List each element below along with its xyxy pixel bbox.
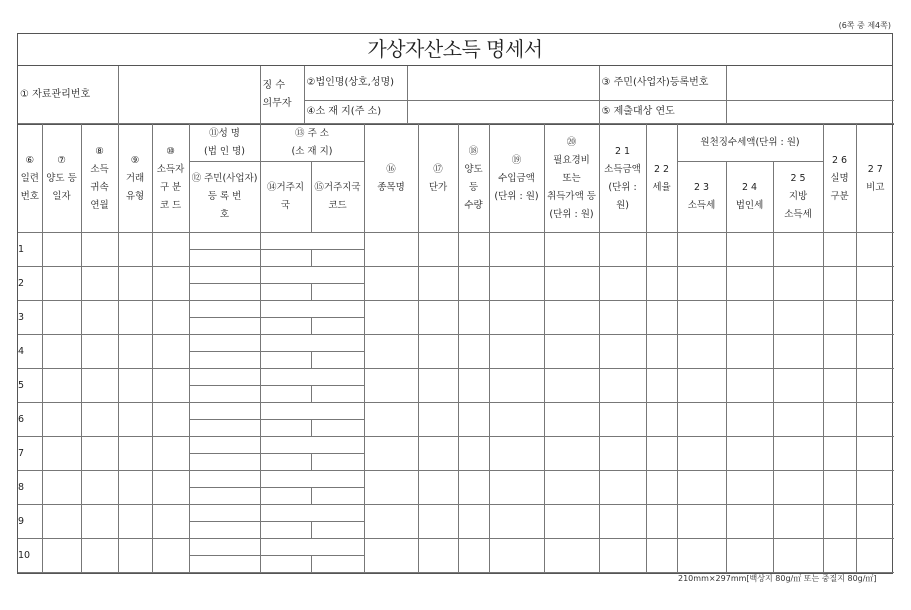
income-tax-cell[interactable] bbox=[677, 267, 726, 301]
income-period-cell[interactable] bbox=[81, 471, 118, 505]
corp-tax-cell[interactable] bbox=[726, 369, 773, 403]
reg-no-cell[interactable] bbox=[189, 420, 260, 437]
residence-country-cell[interactable] bbox=[260, 522, 311, 539]
address-cell[interactable] bbox=[260, 335, 364, 352]
header-residence-country: ⑭거주지국 bbox=[260, 162, 311, 233]
residence-country-cell[interactable] bbox=[260, 250, 311, 267]
corp-tax-cell[interactable] bbox=[726, 233, 773, 267]
income-amount-cell[interactable] bbox=[599, 301, 646, 335]
expenses-cell[interactable] bbox=[544, 233, 599, 267]
item-name-cell[interactable] bbox=[364, 403, 418, 437]
residence-code-cell[interactable] bbox=[311, 556, 364, 573]
address-cell[interactable] bbox=[260, 471, 364, 488]
income-period-cell[interactable] bbox=[81, 335, 118, 369]
name-cell[interactable] bbox=[189, 233, 260, 250]
transfer-date-cell[interactable] bbox=[42, 233, 81, 267]
income-period-cell[interactable] bbox=[81, 369, 118, 403]
earner-code-cell[interactable] bbox=[152, 403, 189, 437]
name-cell[interactable] bbox=[189, 267, 260, 284]
residence-country-cell[interactable] bbox=[260, 352, 311, 369]
tax-rate-cell[interactable] bbox=[646, 267, 677, 301]
item-name-cell[interactable] bbox=[364, 233, 418, 267]
real-name-cell[interactable] bbox=[823, 505, 856, 539]
quantity-cell[interactable] bbox=[458, 403, 489, 437]
income-amount-cell[interactable] bbox=[599, 471, 646, 505]
withholder-info-table bbox=[18, 66, 894, 124]
earner-code-cell[interactable] bbox=[152, 233, 189, 267]
item-name-cell[interactable] bbox=[364, 369, 418, 403]
expenses-cell[interactable] bbox=[544, 369, 599, 403]
real-name-cell[interactable] bbox=[823, 369, 856, 403]
header-tax-rate: 2 2 세율 bbox=[646, 125, 677, 233]
corp-tax-cell[interactable] bbox=[726, 301, 773, 335]
earner-code-cell[interactable] bbox=[152, 335, 189, 369]
serial-no: 7 bbox=[18, 437, 42, 471]
page-indicator: (6쪽 중 제4쪽) bbox=[838, 21, 891, 30]
tax-rate-cell[interactable] bbox=[646, 335, 677, 369]
transfer-date-cell[interactable] bbox=[42, 471, 81, 505]
transfer-date-cell[interactable] bbox=[42, 437, 81, 471]
table-row bbox=[18, 335, 894, 352]
revenue-cell[interactable] bbox=[489, 233, 544, 267]
quantity-cell[interactable] bbox=[458, 267, 489, 301]
transfer-date-cell[interactable] bbox=[42, 505, 81, 539]
reg-no-cell[interactable] bbox=[189, 250, 260, 267]
income-tax-cell[interactable] bbox=[677, 233, 726, 267]
address-cell[interactable] bbox=[260, 403, 364, 420]
local-tax-cell[interactable] bbox=[773, 539, 823, 573]
local-tax-cell[interactable] bbox=[773, 369, 823, 403]
income-period-cell[interactable] bbox=[81, 301, 118, 335]
local-tax-cell[interactable] bbox=[773, 471, 823, 505]
corp-name-label: ②법인명(상호,성명) bbox=[304, 66, 407, 101]
residence-code-cell[interactable] bbox=[311, 420, 364, 437]
name-cell[interactable] bbox=[189, 437, 260, 454]
remarks-cell[interactable] bbox=[856, 471, 894, 505]
header-income-amount: 2 1 소득금액 (단위 : 원) bbox=[599, 125, 646, 233]
tax-rate-cell[interactable] bbox=[646, 233, 677, 267]
tax-rate-cell[interactable] bbox=[646, 505, 677, 539]
table-row bbox=[18, 403, 894, 420]
real-name-cell[interactable] bbox=[823, 539, 856, 573]
unit-price-cell[interactable] bbox=[418, 403, 458, 437]
header-trade-type: ⑨ 거래 유형 bbox=[118, 125, 152, 233]
revenue-cell[interactable] bbox=[489, 505, 544, 539]
corp-tax-cell[interactable] bbox=[726, 403, 773, 437]
trade-type-cell[interactable] bbox=[118, 301, 152, 335]
transfer-date-cell[interactable] bbox=[42, 403, 81, 437]
header-real-name: 2 6 실명 구분 bbox=[823, 125, 856, 233]
unit-price-cell[interactable] bbox=[418, 335, 458, 369]
income-tax-cell[interactable] bbox=[677, 335, 726, 369]
income-period-cell[interactable] bbox=[81, 505, 118, 539]
year-label: ⑤ 제출대상 연도 bbox=[599, 101, 726, 124]
expenses-cell[interactable] bbox=[544, 471, 599, 505]
local-tax-cell[interactable] bbox=[773, 437, 823, 471]
unit-price-cell[interactable] bbox=[418, 471, 458, 505]
quantity-cell[interactable] bbox=[458, 335, 489, 369]
expenses-cell[interactable] bbox=[544, 505, 599, 539]
unit-price-cell[interactable] bbox=[418, 369, 458, 403]
local-tax-cell[interactable] bbox=[773, 335, 823, 369]
table-row bbox=[18, 267, 894, 284]
table-row bbox=[18, 369, 894, 386]
quantity-cell[interactable] bbox=[458, 505, 489, 539]
income-tax-cell[interactable] bbox=[677, 403, 726, 437]
income-amount-cell[interactable] bbox=[599, 437, 646, 471]
residence-country-cell[interactable] bbox=[260, 454, 311, 471]
serial-no: 5 bbox=[18, 369, 42, 403]
income-tax-cell[interactable] bbox=[677, 301, 726, 335]
real-name-cell[interactable] bbox=[823, 233, 856, 267]
serial-no: 1 bbox=[18, 233, 42, 267]
table-row bbox=[18, 233, 894, 250]
address-cell[interactable] bbox=[260, 369, 364, 386]
page-title: 가상자산소득 명세서 bbox=[18, 34, 892, 66]
revenue-cell[interactable] bbox=[489, 267, 544, 301]
withholder-label: 징 수 의무자 bbox=[260, 66, 304, 124]
serial-no: 10 bbox=[18, 539, 42, 573]
name-cell[interactable] bbox=[189, 335, 260, 352]
reg-no-cell[interactable] bbox=[189, 556, 260, 573]
income-amount-cell[interactable] bbox=[599, 233, 646, 267]
header-remarks: 2 7 비고 bbox=[856, 125, 894, 233]
expenses-cell[interactable] bbox=[544, 335, 599, 369]
item-name-cell[interactable] bbox=[364, 437, 418, 471]
income-period-cell[interactable] bbox=[81, 267, 118, 301]
header-address: ⑬ 주 소 (소 재 지) bbox=[260, 125, 364, 162]
residence-country-cell[interactable] bbox=[260, 488, 311, 505]
header-income-period: ⑧ 소득 귀속 연월 bbox=[81, 125, 118, 233]
name-cell[interactable] bbox=[189, 403, 260, 420]
remarks-cell[interactable] bbox=[856, 369, 894, 403]
address-cell[interactable] bbox=[260, 437, 364, 454]
unit-price-cell[interactable] bbox=[418, 267, 458, 301]
unit-price-cell[interactable] bbox=[418, 505, 458, 539]
table-row bbox=[18, 505, 894, 522]
name-cell[interactable] bbox=[189, 301, 260, 318]
corp-tax-cell[interactable] bbox=[726, 335, 773, 369]
remarks-cell[interactable] bbox=[856, 233, 894, 267]
name-cell[interactable] bbox=[189, 539, 260, 556]
transfer-date-cell[interactable] bbox=[42, 267, 81, 301]
item-name-cell[interactable] bbox=[364, 335, 418, 369]
income-amount-cell[interactable] bbox=[599, 539, 646, 573]
residence-country-cell[interactable] bbox=[260, 420, 311, 437]
transfer-date-cell[interactable] bbox=[42, 301, 81, 335]
corp-tax-cell[interactable] bbox=[726, 437, 773, 471]
serial-no: 4 bbox=[18, 335, 42, 369]
residence-code-cell[interactable] bbox=[311, 386, 364, 403]
corp-tax-cell[interactable] bbox=[726, 505, 773, 539]
residence-country-cell[interactable] bbox=[260, 386, 311, 403]
reg-no-cell[interactable] bbox=[189, 318, 260, 335]
name-cell[interactable] bbox=[189, 471, 260, 488]
income-tax-cell[interactable] bbox=[677, 437, 726, 471]
income-period-cell[interactable] bbox=[81, 233, 118, 267]
header-income-tax: 2 3 소득세 bbox=[677, 162, 726, 233]
header-unit-price: ⑰ 단가 bbox=[418, 125, 458, 233]
tax-rate-cell[interactable] bbox=[646, 539, 677, 573]
revenue-cell[interactable] bbox=[489, 471, 544, 505]
quantity-cell[interactable] bbox=[458, 437, 489, 471]
earner-code-cell[interactable] bbox=[152, 539, 189, 573]
residence-code-cell[interactable] bbox=[311, 250, 364, 267]
quantity-cell[interactable] bbox=[458, 233, 489, 267]
quantity-cell[interactable] bbox=[458, 471, 489, 505]
residence-code-cell[interactable] bbox=[311, 488, 364, 505]
corp-name-field[interactable] bbox=[407, 66, 599, 101]
revenue-cell[interactable] bbox=[489, 403, 544, 437]
corp-tax-cell[interactable] bbox=[726, 539, 773, 573]
address-field[interactable] bbox=[407, 101, 599, 124]
expenses-cell[interactable] bbox=[544, 301, 599, 335]
header-name: ⑪성 명 (법 인 명) bbox=[189, 125, 260, 162]
address-cell[interactable] bbox=[260, 539, 364, 556]
tax-rate-cell[interactable] bbox=[646, 403, 677, 437]
remarks-cell[interactable] bbox=[856, 539, 894, 573]
table-row bbox=[18, 301, 894, 318]
header-residence-code: ⑮거주지국 코드 bbox=[311, 162, 364, 233]
item-name-cell[interactable] bbox=[364, 505, 418, 539]
local-tax-cell[interactable] bbox=[773, 233, 823, 267]
earner-code-cell[interactable] bbox=[152, 369, 189, 403]
income-amount-cell[interactable] bbox=[599, 267, 646, 301]
header-reg-no: ⑫ 주민(사업자) 등 록 번 호 bbox=[189, 162, 260, 233]
paper-spec-footer: 210mm×297mm[백상지 80g/㎡ 또는 중질지 80g/㎡] bbox=[678, 574, 877, 583]
residence-code-cell[interactable] bbox=[311, 284, 364, 301]
earner-code-cell[interactable] bbox=[152, 505, 189, 539]
earner-code-cell[interactable] bbox=[152, 471, 189, 505]
tax-rate-cell[interactable] bbox=[646, 369, 677, 403]
trade-type-cell[interactable] bbox=[118, 539, 152, 573]
income-detail-table bbox=[18, 124, 894, 573]
data-id-field[interactable] bbox=[118, 66, 260, 124]
income-tax-cell[interactable] bbox=[677, 369, 726, 403]
real-name-cell[interactable] bbox=[823, 403, 856, 437]
table-row bbox=[18, 539, 894, 556]
item-name-cell[interactable] bbox=[364, 301, 418, 335]
item-name-cell[interactable] bbox=[364, 471, 418, 505]
local-tax-cell[interactable] bbox=[773, 403, 823, 437]
expenses-cell[interactable] bbox=[544, 437, 599, 471]
table-row bbox=[18, 437, 894, 454]
reg-no-field[interactable] bbox=[726, 66, 894, 101]
trade-type-cell[interactable] bbox=[118, 233, 152, 267]
header-corp-tax: 2 4 법인세 bbox=[726, 162, 773, 233]
serial-no: 2 bbox=[18, 267, 42, 301]
header-local-tax: 2 5 지방 소득세 bbox=[773, 162, 823, 233]
header-withholding-tax: 원천징수세액(단위 : 원) bbox=[677, 125, 823, 162]
address-label: ④소 재 지(주 소) bbox=[304, 101, 407, 124]
header-expenses: ⑳ 필요경비 또는 취득가액 등 (단위 : 원) bbox=[544, 125, 599, 233]
real-name-cell[interactable] bbox=[823, 335, 856, 369]
earner-code-cell[interactable] bbox=[152, 267, 189, 301]
quantity-cell[interactable] bbox=[458, 301, 489, 335]
header-item-name: ⑯ 종목명 bbox=[364, 125, 418, 233]
header-transfer-date: ⑦ 양도 등 일자 bbox=[42, 125, 81, 233]
revenue-cell[interactable] bbox=[489, 369, 544, 403]
corp-tax-cell[interactable] bbox=[726, 471, 773, 505]
tax-rate-cell[interactable] bbox=[646, 437, 677, 471]
revenue-cell[interactable] bbox=[489, 301, 544, 335]
trade-type-cell[interactable] bbox=[118, 369, 152, 403]
remarks-cell[interactable] bbox=[856, 267, 894, 301]
item-name-cell[interactable] bbox=[364, 539, 418, 573]
header-serial-no: ⑥ 일련 번호 bbox=[18, 125, 42, 233]
expenses-cell[interactable] bbox=[544, 403, 599, 437]
income-tax-cell[interactable] bbox=[677, 471, 726, 505]
residence-country-cell[interactable] bbox=[260, 318, 311, 335]
serial-no: 3 bbox=[18, 301, 42, 335]
address-cell[interactable] bbox=[260, 301, 364, 318]
serial-no: 8 bbox=[18, 471, 42, 505]
remarks-cell[interactable] bbox=[856, 301, 894, 335]
reg-no-cell[interactable] bbox=[189, 284, 260, 301]
remarks-cell[interactable] bbox=[856, 403, 894, 437]
income-amount-cell[interactable] bbox=[599, 335, 646, 369]
item-name-cell[interactable] bbox=[364, 267, 418, 301]
revenue-cell[interactable] bbox=[489, 539, 544, 573]
year-field[interactable] bbox=[726, 101, 894, 124]
unit-price-cell[interactable] bbox=[418, 301, 458, 335]
trade-type-cell[interactable] bbox=[118, 403, 152, 437]
corp-tax-cell[interactable] bbox=[726, 267, 773, 301]
reg-no-cell[interactable] bbox=[189, 352, 260, 369]
address-cell[interactable] bbox=[260, 505, 364, 522]
header-quantity: ⑱ 양도 등 수량 bbox=[458, 125, 489, 233]
income-amount-cell[interactable] bbox=[599, 505, 646, 539]
trade-type-cell[interactable] bbox=[118, 267, 152, 301]
unit-price-cell[interactable] bbox=[418, 539, 458, 573]
earner-code-cell[interactable] bbox=[152, 301, 189, 335]
real-name-cell[interactable] bbox=[823, 437, 856, 471]
tax-rate-cell[interactable] bbox=[646, 471, 677, 505]
table-row bbox=[18, 471, 894, 488]
header-revenue: ⑲ 수입금액 (단위 : 원) bbox=[489, 125, 544, 233]
tax-rate-cell[interactable] bbox=[646, 301, 677, 335]
residence-code-cell[interactable] bbox=[311, 352, 364, 369]
data-id-label: ① 자료관리번호 bbox=[18, 66, 118, 124]
trade-type-cell[interactable] bbox=[118, 471, 152, 505]
serial-no: 6 bbox=[18, 403, 42, 437]
real-name-cell[interactable] bbox=[823, 267, 856, 301]
reg-no-label: ③ 주민(사업자)등록번호 bbox=[599, 66, 726, 101]
reg-no-cell[interactable] bbox=[189, 386, 260, 403]
residence-code-cell[interactable] bbox=[311, 522, 364, 539]
reg-no-cell[interactable] bbox=[189, 488, 260, 505]
residence-code-cell[interactable] bbox=[311, 318, 364, 335]
header-earner-code: ⑩ 소득자 구 분 코 드 bbox=[152, 125, 189, 233]
name-cell[interactable] bbox=[189, 505, 260, 522]
residence-country-cell[interactable] bbox=[260, 284, 311, 301]
transfer-date-cell[interactable] bbox=[42, 369, 81, 403]
income-period-cell[interactable] bbox=[81, 403, 118, 437]
local-tax-cell[interactable] bbox=[773, 505, 823, 539]
revenue-cell[interactable] bbox=[489, 335, 544, 369]
income-amount-cell[interactable] bbox=[599, 369, 646, 403]
trade-type-cell[interactable] bbox=[118, 505, 152, 539]
trade-type-cell[interactable] bbox=[118, 437, 152, 471]
unit-price-cell[interactable] bbox=[418, 437, 458, 471]
real-name-cell[interactable] bbox=[823, 471, 856, 505]
form-frame bbox=[17, 33, 893, 574]
income-tax-cell[interactable] bbox=[677, 539, 726, 573]
trade-type-cell[interactable] bbox=[118, 335, 152, 369]
address-cell[interactable] bbox=[260, 267, 364, 284]
expenses-cell[interactable] bbox=[544, 539, 599, 573]
quantity-cell[interactable] bbox=[458, 369, 489, 403]
residence-code-cell[interactable] bbox=[311, 454, 364, 471]
residence-country-cell[interactable] bbox=[260, 556, 311, 573]
remarks-cell[interactable] bbox=[856, 505, 894, 539]
real-name-cell[interactable] bbox=[823, 301, 856, 335]
address-cell[interactable] bbox=[260, 233, 364, 250]
reg-no-cell[interactable] bbox=[189, 454, 260, 471]
income-period-cell[interactable] bbox=[81, 539, 118, 573]
remarks-cell[interactable] bbox=[856, 335, 894, 369]
unit-price-cell[interactable] bbox=[418, 233, 458, 267]
name-cell[interactable] bbox=[189, 369, 260, 386]
transfer-date-cell[interactable] bbox=[42, 539, 81, 573]
reg-no-cell[interactable] bbox=[189, 522, 260, 539]
local-tax-cell[interactable] bbox=[773, 267, 823, 301]
local-tax-cell[interactable] bbox=[773, 301, 823, 335]
income-period-cell[interactable] bbox=[81, 437, 118, 471]
earner-code-cell[interactable] bbox=[152, 437, 189, 471]
quantity-cell[interactable] bbox=[458, 539, 489, 573]
revenue-cell[interactable] bbox=[489, 437, 544, 471]
transfer-date-cell[interactable] bbox=[42, 335, 81, 369]
remarks-cell[interactable] bbox=[856, 437, 894, 471]
income-amount-cell[interactable] bbox=[599, 403, 646, 437]
income-tax-cell[interactable] bbox=[677, 505, 726, 539]
serial-no: 9 bbox=[18, 505, 42, 539]
expenses-cell[interactable] bbox=[544, 267, 599, 301]
